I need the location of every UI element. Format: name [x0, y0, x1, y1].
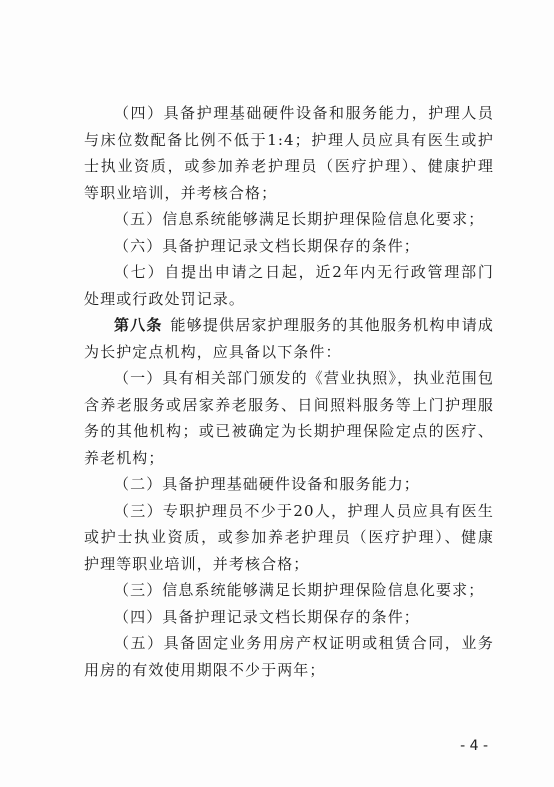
clause-7: （七）自提出申请之日起，近2年内无行政管理部门处理或行政处罚记录。 [84, 263, 494, 308]
article-8-item-1: （一）具有相关部门颁发的《营业执照》，执业范围包含养老服务或居家养老服务、日间照料服务等上门护理服务的其他机构；或已被确定为长期护理保险定点的医疗、养老机构； [84, 369, 494, 467]
clause-6: （六）具备护理记录文档长期保存的条件； [114, 236, 420, 255]
article-8-heading: 第八条 [114, 316, 163, 334]
article-8-item-6: （五）具备固定业务用房产权证明或租赁合同，业务用房的有效使用期限不少于两年； [84, 634, 494, 679]
clause-5: （五）信息系统能够满足长期护理保险信息化要求； [114, 210, 485, 228]
article-8-item-2: （二）具备护理基础硬件设备和服务能力； [114, 475, 420, 493]
article-8-text: 能够提供居家护理服务的其他服务机构申请成为长护定点机构，应具备以下条件： [84, 316, 494, 361]
article-8-item-3: （三）专职护理员不少于20人，护理人员应具有医生或护士执业资质，或参加养老护理员（医疗护理）、健康护理等职业培训，并考核合格； [84, 501, 494, 573]
article-8 [84, 312, 494, 365]
article-8-item-4: （三）信息系统能够满足长期护理保险信息化要求； [114, 581, 485, 599]
clause-4: （四）具备护理基础硬件设备和服务能力，护理人员与床位数配备比例不低于1:4；护理人员应具有医生或护士执业资质，或参加养老护理员（医疗护理）、健康护理等职业培训，并考核合格； [84, 104, 494, 202]
article-8-item-5: （四）具备护理记录文档长期保存的条件； [114, 607, 420, 626]
document-body [84, 100, 494, 683]
page-number: - 4 - [460, 738, 488, 754]
